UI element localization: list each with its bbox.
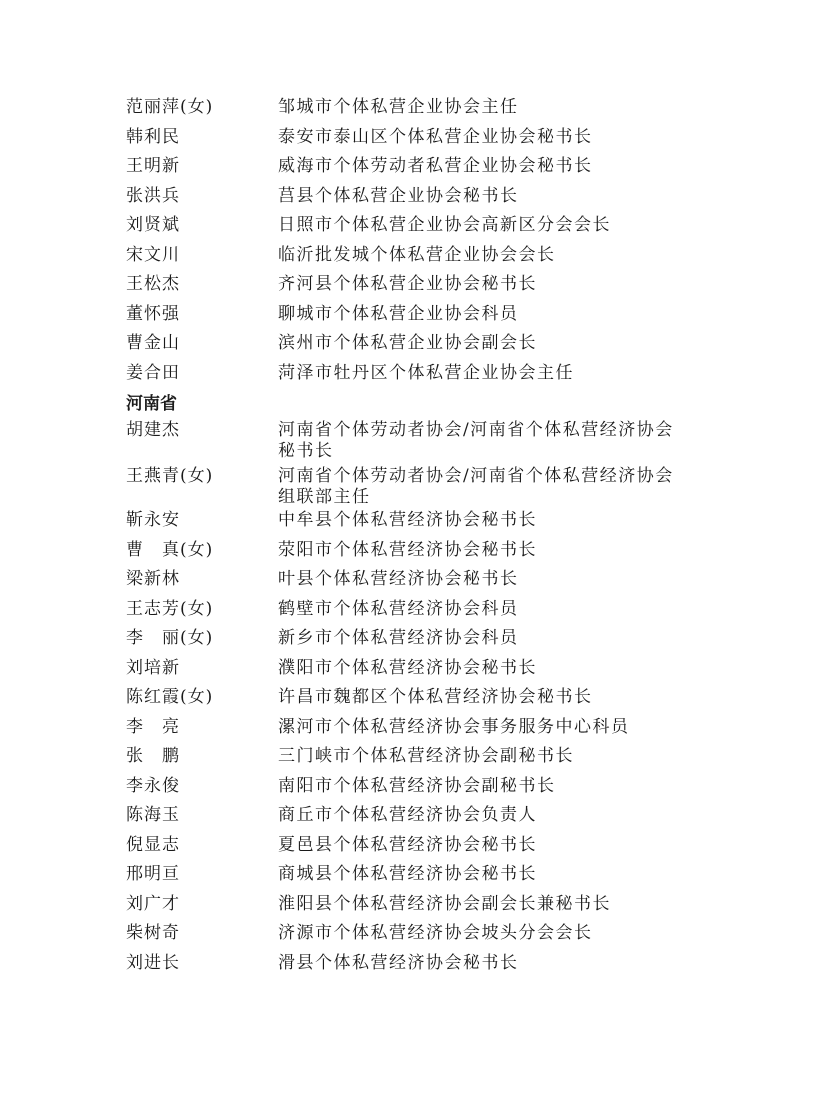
list-item	[126, 894, 726, 924]
list-item	[126, 418, 726, 464]
list-item	[126, 333, 726, 363]
list-item	[126, 127, 726, 157]
member-title: 濮阳市个体私营经济协会秘书长	[278, 657, 537, 678]
member-title: 菏泽市牡丹区个体私营企业协会主任	[278, 362, 574, 383]
member-title: 邹城市个体私营企业协会主任	[278, 97, 519, 117]
member-name: 王燕青(女)	[126, 466, 214, 486]
member-list	[126, 97, 726, 982]
member-title: 滨州市个体私营企业协会副会长	[278, 333, 537, 353]
member-name: 王志芳(女)	[126, 598, 214, 619]
member-title: 淮阳县个体私营经济协会副会长兼秘书长	[278, 893, 611, 914]
member-name: 陈红霞(女)	[126, 687, 214, 707]
list-item	[126, 540, 726, 570]
list-item	[126, 97, 726, 127]
member-title: 河南省个体劳动者协会/河南省个体私营经济协会秘书长	[278, 420, 674, 461]
list-item	[126, 805, 726, 835]
list-item	[126, 304, 726, 334]
member-title: 威海市个体劳动者私营企业协会秘书长	[278, 156, 593, 176]
member-title: 夏邑县个体私营经济协会秘书长	[278, 834, 537, 855]
list-item	[126, 569, 726, 599]
member-name: 宋文川	[126, 244, 180, 265]
list-item	[126, 363, 726, 393]
member-name: 李 亮	[126, 716, 180, 737]
list-item	[126, 274, 726, 304]
member-name: 王明新	[126, 156, 180, 176]
member-title: 滑县个体私营经济协会秘书长	[278, 952, 519, 973]
member-name: 曹金山	[126, 333, 180, 353]
list-item	[126, 835, 726, 865]
member-name: 柴树奇	[126, 923, 180, 943]
member-name: 倪显志	[126, 834, 180, 855]
member-name: 刘培新	[126, 657, 180, 678]
list-item	[126, 464, 726, 510]
member-name: 曹 真(女)	[126, 539, 214, 560]
list-item	[126, 717, 726, 747]
member-title: 鹤壁市个体私营经济协会科员	[278, 598, 519, 619]
list-item	[126, 599, 726, 629]
member-title: 临沂批发城个体私营企业协会会长	[278, 244, 556, 265]
member-name: 韩利民	[126, 126, 180, 147]
member-name: 邢明亘	[126, 864, 180, 884]
list-item	[126, 687, 726, 717]
list-item	[126, 628, 726, 658]
list-item	[126, 186, 726, 216]
section-heading: 河南省	[126, 394, 177, 414]
member-title: 商城县个体私营经济协会秘书长	[278, 864, 537, 884]
member-name: 梁新林	[126, 569, 180, 589]
member-name: 刘广才	[126, 893, 180, 914]
member-title: 叶县个体私营经济协会秘书长	[278, 569, 519, 589]
member-title: 三门峡市个体私营经济协会副秘书长	[278, 746, 574, 766]
list-item	[126, 215, 726, 245]
member-title: 商丘市个体私营经济协会负责人	[278, 805, 537, 825]
member-title: 泰安市泰山区个体私营企业协会秘书长	[278, 126, 593, 147]
member-name: 刘进长	[126, 952, 180, 973]
member-title: 莒县个体私营企业协会秘书长	[278, 185, 519, 206]
member-title: 河南省个体劳动者协会/河南省个体私营经济协会组联部主任	[278, 466, 674, 507]
member-name: 李 丽(女)	[126, 628, 214, 648]
list-item	[126, 746, 726, 776]
member-name: 刘贤斌	[126, 215, 180, 235]
list-item	[126, 245, 726, 275]
list-item	[126, 953, 726, 983]
list-item	[126, 510, 726, 540]
member-title: 新乡市个体私营经济协会科员	[278, 628, 519, 648]
list-item	[126, 776, 726, 806]
member-title: 南阳市个体私营经济协会副秘书长	[278, 775, 556, 796]
member-name: 靳永安	[126, 510, 180, 530]
member-title: 许昌市魏都区个体私营经济协会秘书长	[278, 687, 593, 707]
member-name: 范丽萍(女)	[126, 97, 214, 117]
member-title: 中牟县个体私营经济协会秘书长	[278, 510, 537, 530]
list-item	[126, 156, 726, 186]
list-item	[126, 864, 726, 894]
member-title: 齐河县个体私营企业协会秘书长	[278, 274, 537, 294]
member-name: 陈海玉	[126, 805, 180, 825]
list-item	[126, 923, 726, 953]
member-name: 李永俊	[126, 775, 180, 796]
member-title: 荥阳市个体私营经济协会秘书长	[278, 539, 537, 560]
member-name: 王松杰	[126, 274, 180, 294]
member-title: 漯河市个体私营经济协会事务服务中心科员	[278, 716, 630, 737]
member-name: 董怀强	[126, 303, 180, 324]
member-title: 聊城市个体私营企业协会科员	[278, 303, 519, 324]
member-name: 胡建杰	[126, 420, 180, 440]
member-title: 济源市个体私营经济协会坡头分会会长	[278, 923, 593, 943]
list-item	[126, 658, 726, 688]
section-heading-row	[126, 392, 726, 418]
member-title: 日照市个体私营企业协会高新区分会会长	[278, 215, 611, 235]
member-name: 姜合田	[126, 362, 180, 383]
member-name: 张洪兵	[126, 185, 180, 206]
member-name: 张 鹏	[126, 746, 180, 766]
